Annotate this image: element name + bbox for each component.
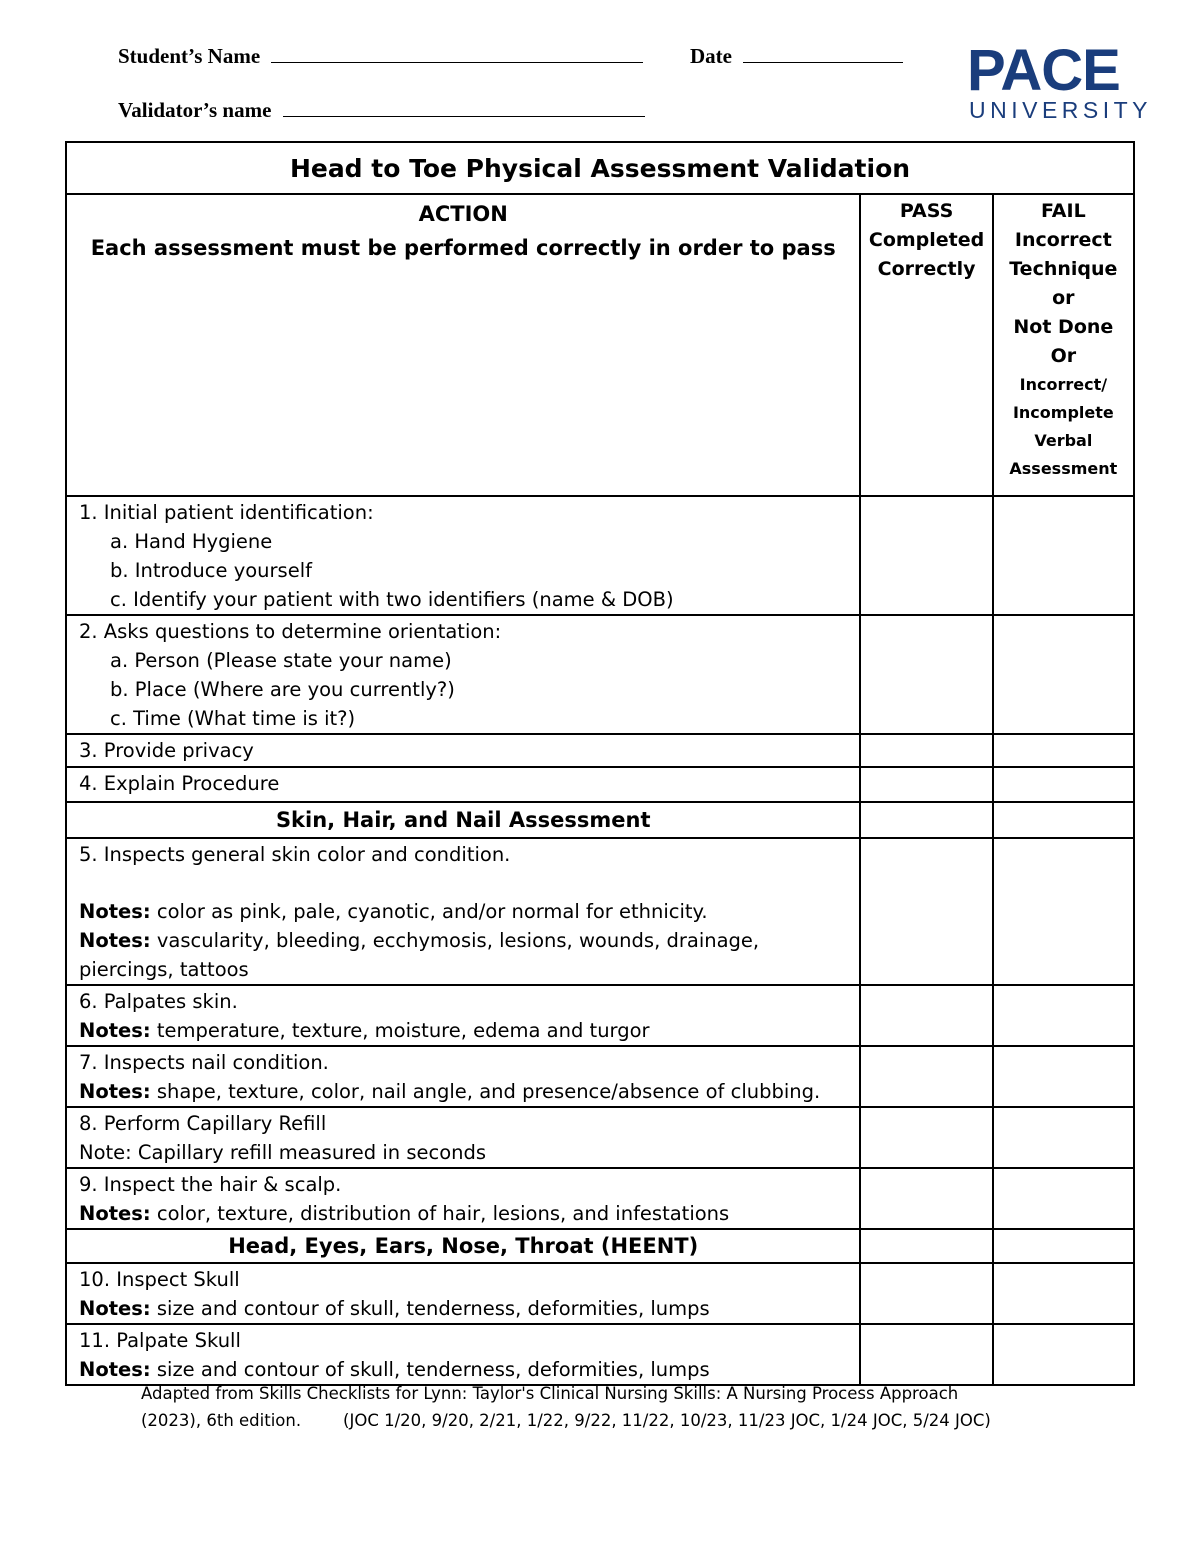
table-row	[66, 1324, 1134, 1385]
action-cell	[66, 838, 860, 985]
action-header	[66, 194, 860, 496]
action-header-instruction: Each assessment must be performed correctly in order to pass	[90, 236, 836, 260]
section-title-skin: Skin, Hair, and Nail Assessment	[66, 802, 860, 838]
student-name-line	[118, 44, 643, 69]
item-text: 1. Initial patient identification:	[79, 501, 374, 524]
notes-label: Notes:	[79, 1202, 151, 1225]
pass-cell[interactable]	[860, 1107, 992, 1168]
item-text: 2. Asks questions to determine orientation:	[79, 620, 502, 643]
table-row	[66, 1263, 1134, 1324]
fail-cell	[993, 802, 1134, 838]
notes-label: Notes:	[79, 900, 151, 923]
pace-university-logo	[967, 38, 1157, 123]
item-text: 7. Inspects nail condition.	[79, 1051, 329, 1074]
fail-cell[interactable]	[993, 985, 1134, 1046]
fail-header-line: or	[1052, 287, 1075, 309]
notes-text: temperature, texture, moisture, edema and turgor	[150, 1019, 650, 1042]
notes-label: Notes:	[79, 1019, 151, 1042]
notes-label: Notes:	[79, 1358, 151, 1381]
fail-header-line: Or	[1050, 345, 1077, 367]
fail-header-line: Incomplete	[1012, 403, 1114, 422]
student-name-label: Student’s Name	[118, 44, 261, 68]
item-text: 5. Inspects general skin color and condition.	[79, 843, 511, 866]
fail-cell[interactable]	[993, 1263, 1134, 1324]
fail-cell[interactable]	[993, 767, 1134, 802]
section-title-heent: Head, Eyes, Ears, Nose, Throat (HEENT)	[66, 1229, 860, 1263]
footer-line: Adapted from Skills Checklists for Lynn: Taylor's Clinical Nursing Skills: A Nursing Process Approach	[141, 1384, 959, 1403]
section-row	[66, 802, 1134, 838]
action-cell	[66, 1107, 860, 1168]
pass-cell[interactable]	[860, 496, 992, 615]
fail-cell[interactable]	[993, 838, 1134, 985]
fail-cell[interactable]	[993, 615, 1134, 734]
fail-cell[interactable]	[993, 734, 1134, 767]
fail-header-line: Not Done	[1013, 316, 1114, 338]
fail-cell[interactable]	[993, 1168, 1134, 1229]
item-subtext: b. Introduce yourself	[110, 559, 312, 582]
action-cell	[66, 1046, 860, 1107]
fail-header-line: FAIL	[1041, 200, 1086, 222]
note-text: Note: Capillary refill measured in seconds	[79, 1141, 487, 1164]
fail-header-line: Assessment	[1009, 459, 1118, 478]
table-row	[66, 985, 1134, 1046]
notes-label: Notes:	[79, 1080, 151, 1103]
notes-label: Notes:	[79, 1297, 151, 1320]
table-row	[66, 1168, 1134, 1229]
table-row	[66, 1107, 1134, 1168]
section-row	[66, 1229, 1134, 1263]
date-field[interactable]	[743, 46, 903, 63]
pass-cell[interactable]	[860, 734, 992, 767]
pass-cell[interactable]	[860, 615, 992, 734]
item-text: 10. Inspect Skull	[79, 1268, 240, 1291]
validator-name-line	[118, 98, 645, 123]
item-text: 8. Perform Capillary Refill	[79, 1112, 327, 1135]
fail-cell[interactable]	[993, 496, 1134, 615]
item-subtext: c. Time (What time is it?)	[110, 707, 356, 730]
notes-text: size and contour of skull, tenderness, deformities, lumps	[150, 1297, 710, 1320]
action-header-title: ACTION	[418, 202, 508, 226]
notes-text: size and contour of skull, tenderness, deformities, lumps	[150, 1358, 710, 1381]
fail-cell[interactable]	[993, 1324, 1134, 1385]
action-cell	[66, 1324, 860, 1385]
notes-text: vascularity, bleeding, ecchymosis, lesions, wounds, drainage, piercings, tattoos	[79, 929, 760, 981]
item-text: 9. Inspect the hair & scalp.	[79, 1173, 342, 1196]
table-row	[66, 838, 1134, 985]
pass-cell	[860, 802, 992, 838]
pass-header-line: Correctly	[877, 258, 976, 280]
date-line	[690, 44, 903, 69]
action-cell	[66, 615, 860, 734]
pass-cell[interactable]	[860, 838, 992, 985]
pass-header-line: Completed	[868, 229, 985, 251]
pass-cell[interactable]	[860, 985, 992, 1046]
notes-label: Notes:	[79, 929, 151, 952]
item-text: 4. Explain Procedure	[79, 772, 280, 795]
pass-cell[interactable]	[860, 1263, 992, 1324]
date-label: Date	[690, 44, 732, 68]
notes-text: color, texture, distribution of hair, lesions, and infestations	[150, 1202, 730, 1225]
table-row	[66, 767, 1134, 802]
form-title: Head to Toe Physical Assessment Validation	[66, 142, 1134, 194]
table-row	[66, 1046, 1134, 1107]
item-subtext: a. Person (Please state your name)	[110, 649, 452, 672]
item-subtext: a. Hand Hygiene	[110, 530, 273, 553]
pass-header	[860, 194, 992, 496]
pass-cell[interactable]	[860, 1324, 992, 1385]
table-row	[66, 615, 1134, 734]
item-text: 6. Palpates skin.	[79, 990, 238, 1013]
logo-wordmark: PACE	[967, 38, 1120, 103]
fail-header-line: Technique	[1009, 258, 1118, 280]
pass-cell[interactable]	[860, 767, 992, 802]
pass-cell[interactable]	[860, 1168, 992, 1229]
action-cell	[66, 1168, 860, 1229]
student-name-field[interactable]	[271, 46, 643, 63]
action-cell	[66, 734, 860, 767]
notes-text: color as pink, pale, cyanotic, and/or normal for ethnicity.	[150, 900, 708, 923]
fail-header-line: Incorrect	[1014, 229, 1112, 251]
pass-cell[interactable]	[860, 1046, 992, 1107]
fail-header-line: Incorrect/	[1019, 375, 1108, 394]
fail-cell[interactable]	[993, 1107, 1134, 1168]
notes-text: shape, texture, color, nail angle, and presence/absence of clubbing.	[150, 1080, 821, 1103]
item-text: 11. Palpate Skull	[79, 1329, 241, 1352]
table-row	[66, 734, 1134, 767]
pass-header-line: PASS	[899, 200, 954, 222]
footer-citation	[141, 1380, 991, 1434]
item-text: 3. Provide privacy	[79, 739, 254, 762]
footer-line: (2023), 6th edition. (JOC 1/20, 9/20, 2/21, 1/22, 9/22, 11/22, 10/23, 11/23 JOC, 1/24 JOC, 5/24 JOC)	[141, 1411, 991, 1430]
assessment-table	[65, 141, 1135, 1386]
action-cell	[66, 767, 860, 802]
table-row	[66, 496, 1134, 615]
item-subtext: c. Identify your patient with two identifiers (name & DOB)	[110, 588, 674, 611]
logo-subtitle: UNIVERSITY	[969, 97, 1153, 123]
validator-name-field[interactable]	[283, 100, 645, 117]
action-cell	[66, 496, 860, 615]
item-subtext: b. Place (Where are you currently?)	[110, 678, 455, 701]
fail-cell[interactable]	[993, 1046, 1134, 1107]
pass-cell	[860, 1229, 992, 1263]
validator-name-label: Validator’s name	[118, 98, 272, 122]
fail-header	[993, 194, 1134, 496]
action-cell	[66, 985, 860, 1046]
fail-header-line: Verbal	[1034, 431, 1093, 450]
action-cell	[66, 1263, 860, 1324]
fail-cell	[993, 1229, 1134, 1263]
